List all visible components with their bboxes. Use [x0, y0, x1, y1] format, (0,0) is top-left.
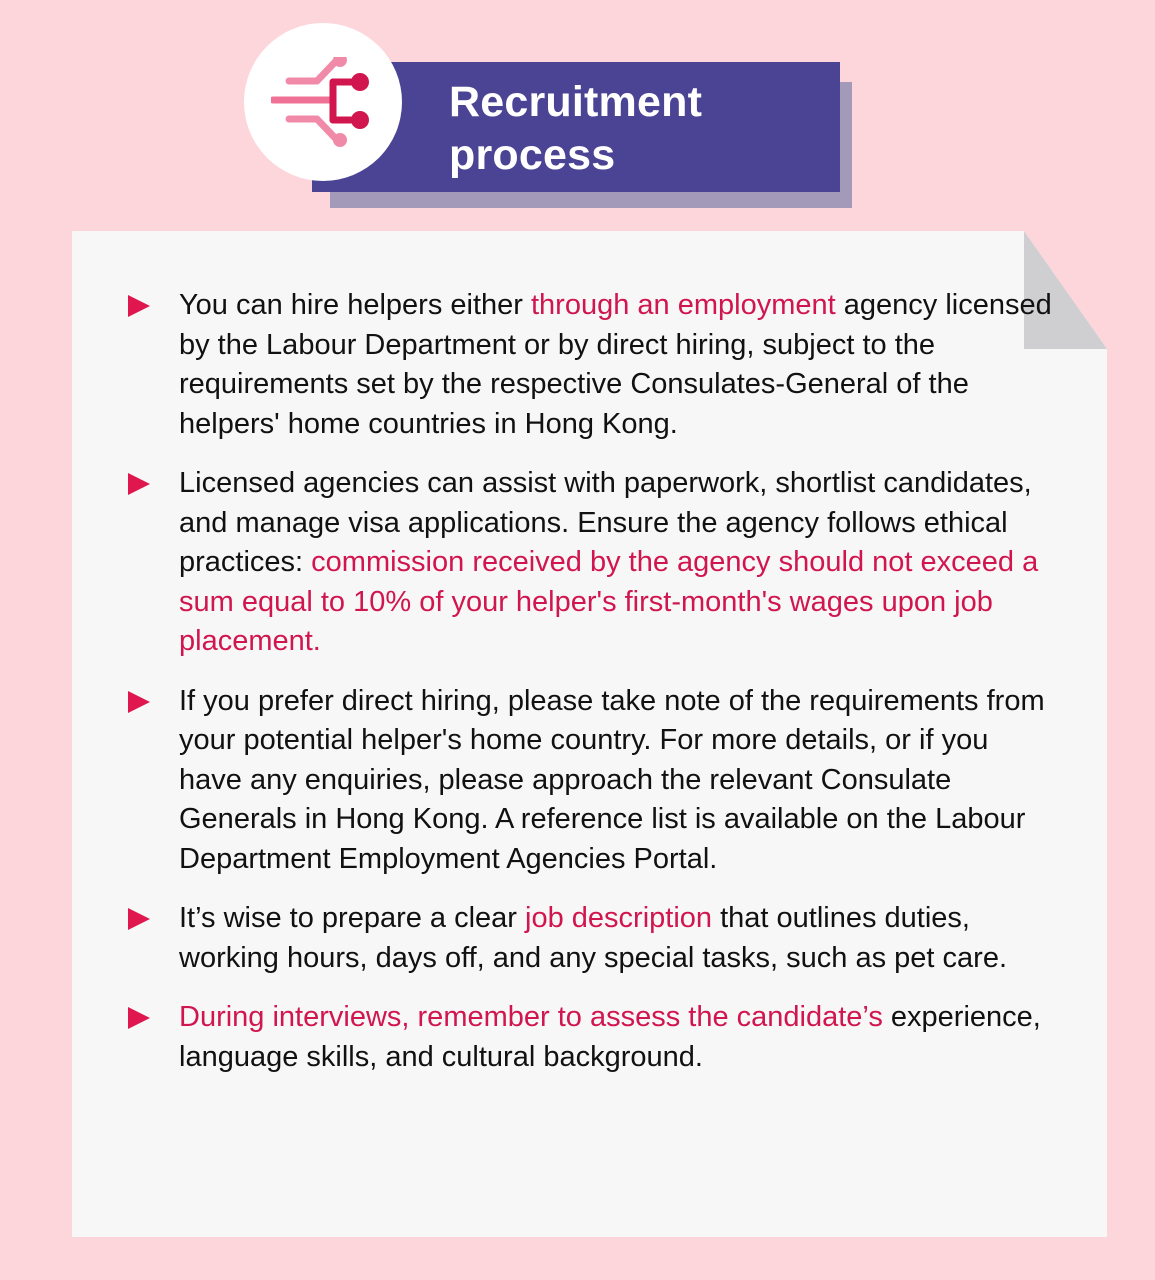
- item-highlight: through an employment: [531, 289, 836, 321]
- item-highlight: commission received by the agency should not exceed a sum equal to 10% of your helper's first-month's wages upon job placement.: [179, 546, 1039, 657]
- circuit-branch-icon: [271, 57, 375, 147]
- bullet-list: [128, 286, 1058, 1097]
- list-item: [128, 286, 1058, 444]
- bullet-triangle-icon: [128, 295, 150, 317]
- bullet-triangle-icon: [128, 908, 150, 930]
- page-title: Recruitment process: [449, 78, 703, 179]
- item-text: It’s wise to prepare a clear: [179, 902, 526, 934]
- item-text: If you prefer direct hiring, please take note of the requirements from your potential helper's home country. For more details, or if you have any enquiries, please approach the relevant Consulate Generals in Hong Kong. A reference list is available on the Labour Department Employment Agencies Portal.: [179, 684, 1045, 875]
- item-text: You can hire helpers either: [179, 289, 531, 321]
- header-icon-badge: [244, 23, 402, 181]
- item-text-end: agency licensed by the Labour Department or by direct hiring, subject to the requirements set by the respective Consulates-General of the helpers' home countries in Hong Kong.: [179, 289, 1052, 440]
- item-text: Licensed agencies can assist with paperwork, shortlist candidates, and manage visa applications. Ensure the agency follows ethical practices:: [179, 467, 1032, 578]
- list-item: [128, 998, 1058, 1077]
- item-text-end: that outlines duties, working hours, days off, and any special tasks, such as pet care.: [179, 902, 1008, 974]
- bullet-triangle-icon: [128, 1007, 150, 1029]
- item-text-end: experience, language skills, and cultural background.: [179, 1001, 1041, 1073]
- list-item: [128, 464, 1058, 662]
- list-item: [128, 899, 1058, 978]
- item-highlight: job description: [525, 902, 713, 934]
- bullet-triangle-icon: [128, 473, 150, 495]
- list-item: [128, 682, 1058, 880]
- item-highlight: During interviews, remember to assess the candidate’s: [179, 1001, 883, 1033]
- bullet-triangle-icon: [128, 691, 150, 713]
